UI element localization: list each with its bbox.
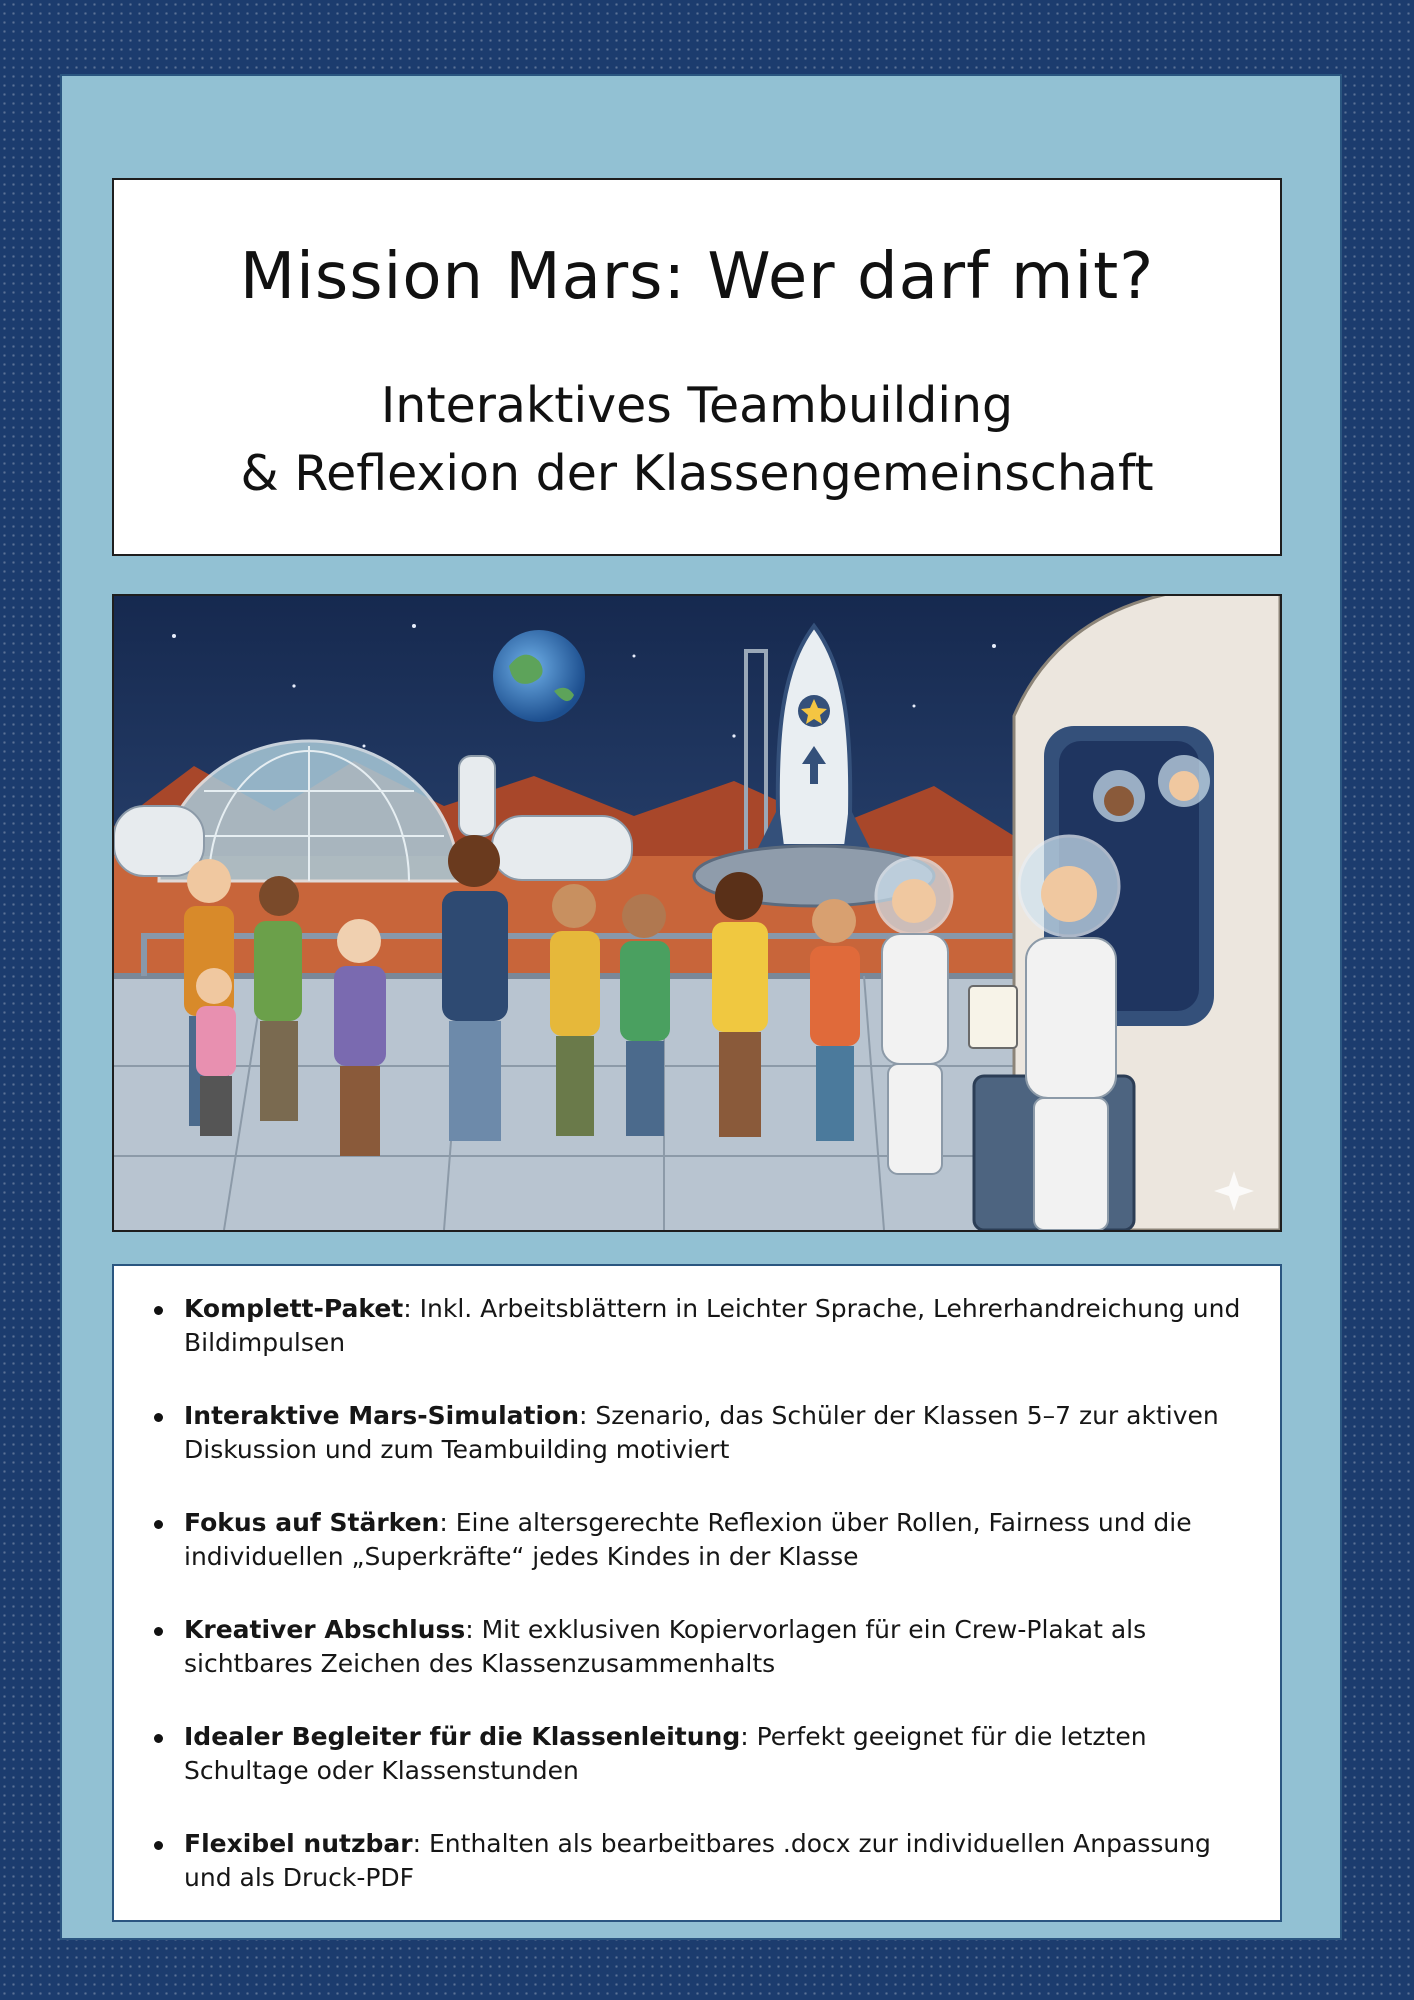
- list-item: [154, 1613, 1250, 1720]
- subtitle-line-2: & Reflexion der Klassengemeinschaft: [240, 445, 1154, 502]
- bullet-icon: [154, 1734, 163, 1743]
- feature-label: Interaktive Mars-Simulation: [184, 1401, 579, 1430]
- feature-text: : Szenario, das Schüler der Klassen 5–7 zur aktiven Diskussion und zum Teambuilding motiviert: [184, 1401, 1219, 1464]
- habitat-module-left: [114, 806, 204, 876]
- bullet-icon: [154, 1520, 163, 1529]
- bullet-icon: [154, 1841, 163, 1850]
- title-box: [112, 178, 1282, 556]
- bullet-icon: [154, 1627, 163, 1636]
- page-title: Mission Mars: Wer darf mit?: [239, 240, 1155, 314]
- subtitle-line-1: Interaktives Teambuilding: [380, 377, 1014, 434]
- clipboard-icon: [969, 986, 1017, 1048]
- list-item: [154, 1827, 1250, 1934]
- subtitle: [114, 372, 1280, 508]
- bullet-icon: [154, 1306, 163, 1315]
- list-item: [154, 1399, 1250, 1506]
- feature-label: Komplett-Paket: [184, 1294, 404, 1323]
- bullet-icon: [154, 1413, 163, 1422]
- list-item: [154, 1292, 1250, 1399]
- earth-icon: [493, 630, 585, 722]
- feature-list-box: [112, 1264, 1282, 1922]
- feature-label: Fokus auf Stärken: [184, 1508, 440, 1537]
- feature-label: Flexibel nutzbar: [184, 1829, 413, 1858]
- habitat-module-right: [492, 816, 632, 880]
- mars-scene-svg: [114, 596, 1280, 1230]
- cover-panel: [60, 74, 1342, 1940]
- feature-list: [114, 1266, 1280, 1934]
- list-item: [154, 1720, 1250, 1827]
- feature-label: Idealer Begleiter für die Klassenleitung: [184, 1722, 741, 1751]
- list-item: [154, 1506, 1250, 1613]
- mars-base-illustration: [112, 594, 1282, 1232]
- feature-label: Kreativer Abschluss: [184, 1615, 466, 1644]
- feature-text: : Eine altersgerechte Reflexion über Rollen, Fairness und die individuellen „Superkräfte“ jedes Kindes in der Klasse: [184, 1508, 1192, 1571]
- feature-text: : Enthalten als bearbeitbares .docx zur individuellen Anpassung und als Druck-PDF: [184, 1829, 1211, 1892]
- feature-text: : Perfekt geeignet für die letzten Schultage oder Klassenstunden: [184, 1722, 1147, 1785]
- feature-text: : Mit exklusiven Kopiervorlagen für ein Crew-Plakat als sichtbares Zeichen des Klassenzusammenhalts: [184, 1615, 1147, 1678]
- feature-text: : Inkl. Arbeitsblättern in Leichter Sprache, Lehrerhandreichung und Bildimpulsen: [184, 1294, 1241, 1357]
